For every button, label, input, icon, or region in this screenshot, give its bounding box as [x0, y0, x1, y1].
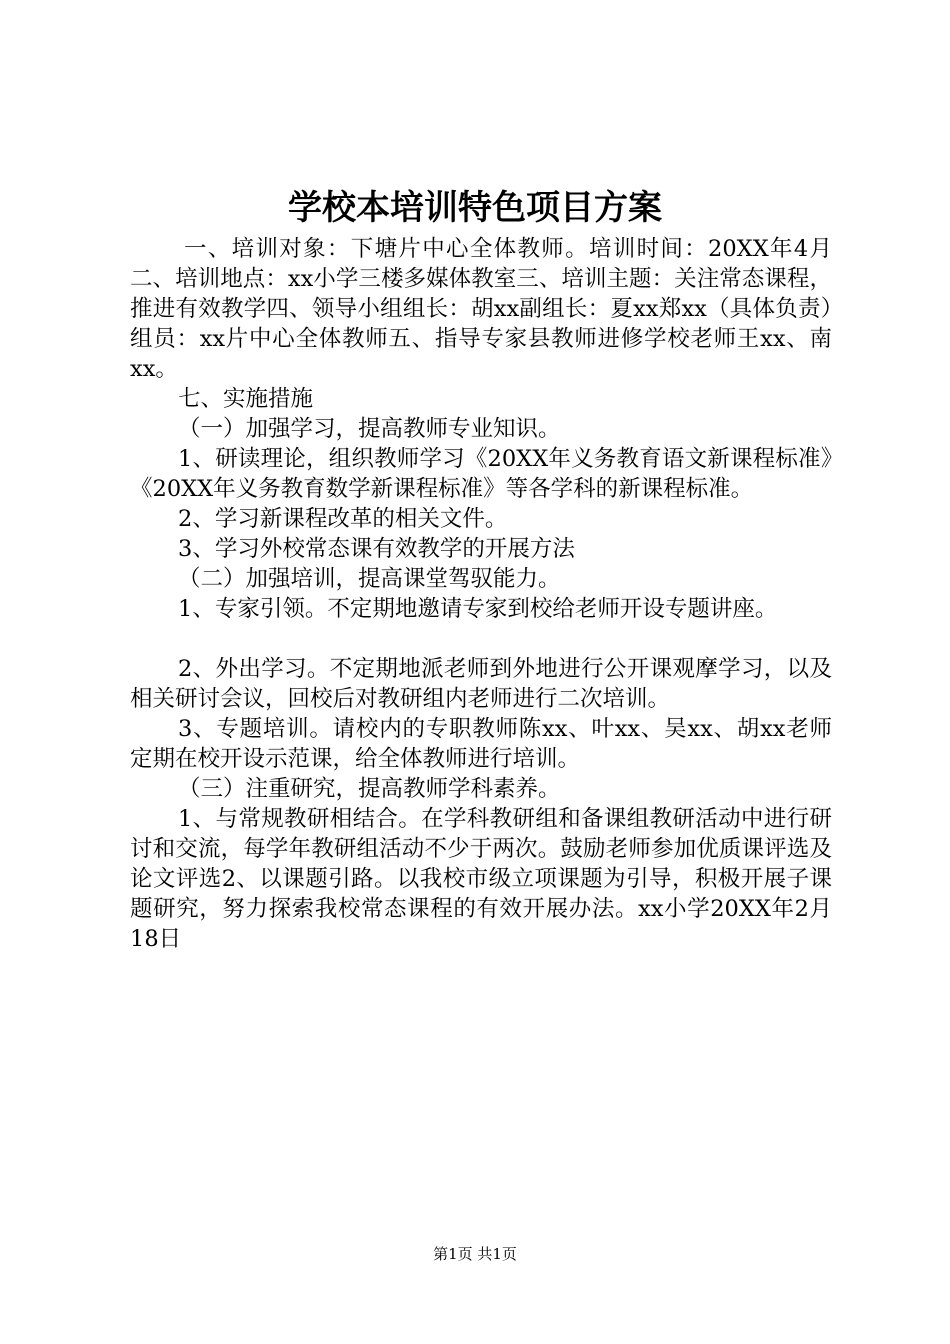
- paragraph-section-heading: 七、实施措施: [178, 386, 314, 412]
- paragraph-item-3-1: 1、与常规教研相结合。在学科教研组和备课组教研活动中进行研讨和交流，每学年教研组活动不少于两次。鼓励老师参加优质课评选及论文评选2、以课题引路。以我校市级立项课题为引导，积极开展子课题研究，努力探索我校常态课程的有效开展办法。xx小学20XX年2月18日: [130, 806, 832, 952]
- document-title: 学校本培训特色项目方案: [288, 188, 662, 228]
- document-body: [130, 234, 832, 954]
- paragraph-basic-info: 一、培训对象：下塘片中心全体教师。培训时间：20XX年4月二、培训地点：xx小学三楼多媒体教室三、培训主题：关注常态课程，推进有效教学四、领导小组组长：胡xx副组长：夏xx郑xx（具体负责）组员：xx片中心全体教师五、指导专家县教师进修学校老师王xx、南xx。: [130, 236, 832, 382]
- paragraph-subheading-2: （二）加强培训，提高课堂驾驭能力。: [178, 566, 561, 592]
- paragraph-spacer: [130, 624, 832, 654]
- paragraph-subheading-1: （一）加强学习，提高教师专业知识。: [178, 416, 561, 442]
- paragraph-subheading-3: （三）注重研究，提高教师学科素养。: [178, 776, 561, 802]
- paragraph-item-1-3: 3、学习外校常态课有效教学的开展方法: [178, 536, 575, 562]
- paragraph-item-2-3: 3、专题培训。请校内的专职教师陈xx、叶xx、吴xx、胡xx老师定期在校开设示范课，给全体教师进行培训。: [130, 716, 832, 772]
- paragraph-item-2-2: 2、外出学习。不定期地派老师到外地进行公开课观摩学习，以及相关研讨会议，回校后对教研组内老师进行二次培训。: [130, 656, 832, 712]
- paragraph-item-2-1: 1、专家引领。不定期地邀请专家到校给老师开设专题讲座。: [178, 596, 778, 622]
- paragraph-item-1-1: 1、研读理论，组织教师学习《20XX年义务教育语文新课程标准》《20XX年义务教育数学新课程标准》等各学科的新课程标准。: [130, 446, 832, 502]
- page-footer: 第1页 共1页: [433, 1245, 517, 1263]
- paragraph-item-1-2: 2、学习新课程改革的相关文件。: [178, 506, 508, 532]
